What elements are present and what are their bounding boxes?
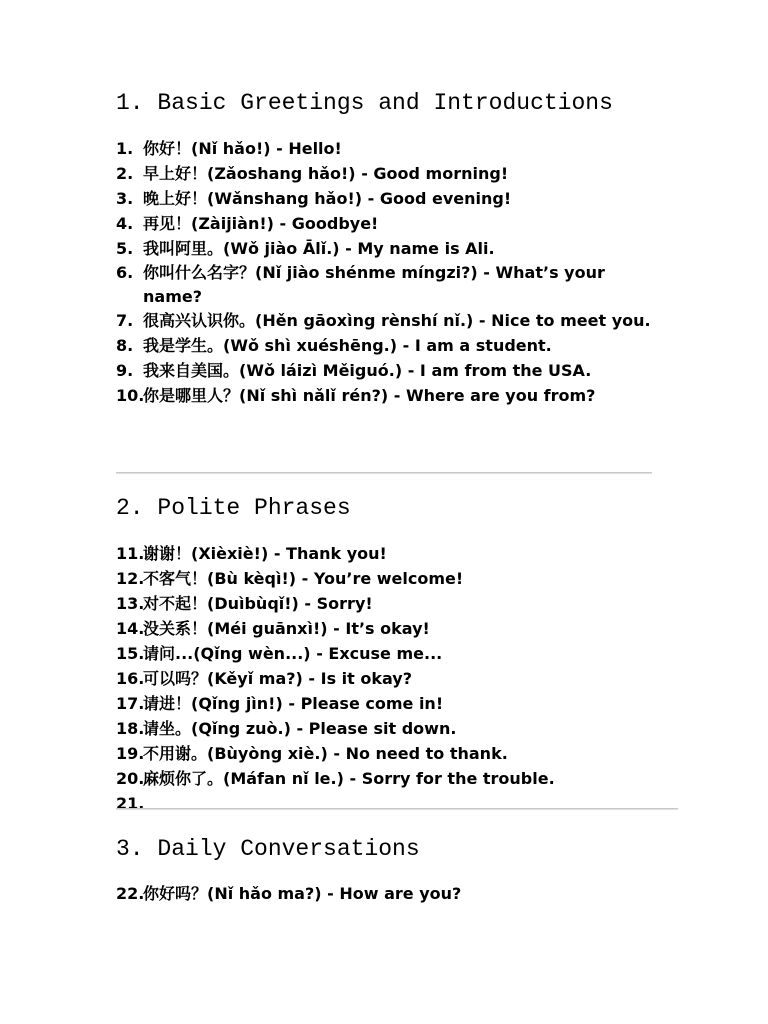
item-text: 你好！(Nǐ hǎo!) - Hello! xyxy=(143,139,342,158)
item-text: 你好吗？(Nǐ hǎo ma?) - How are you? xyxy=(143,884,462,903)
list-item xyxy=(116,741,656,766)
item-number: 8. xyxy=(116,336,134,355)
item-text: 请进！(Qǐng jìn!) - Please come in! xyxy=(143,694,444,713)
list-item xyxy=(116,161,656,186)
item-number: 14. xyxy=(116,619,145,638)
item-text: 对不起！(Duìbùqǐ!) - Sorry! xyxy=(143,594,373,613)
list-item xyxy=(116,541,656,566)
list-item xyxy=(116,358,656,383)
list-item xyxy=(116,766,656,791)
item-number: 9. xyxy=(116,361,134,380)
list-item xyxy=(116,616,656,641)
item-number: 1. xyxy=(116,139,134,158)
list-item xyxy=(116,591,656,616)
list-item xyxy=(116,186,656,211)
section-divider xyxy=(116,808,678,810)
item-number: 20. xyxy=(116,769,145,788)
list-item xyxy=(116,136,656,161)
item-number: 10. xyxy=(116,386,145,405)
phrase-list xyxy=(116,881,656,906)
list-item xyxy=(116,691,656,716)
item-number: 4. xyxy=(116,214,134,233)
item-number: 15. xyxy=(116,644,145,663)
item-number: 17. xyxy=(116,694,145,713)
item-number: 13. xyxy=(116,594,145,613)
list-item xyxy=(116,641,656,666)
section-heading: 2. Polite Phrases xyxy=(116,495,351,521)
item-text: 你叫什么名字？(Nǐ jiào shénme míngzi?) - What’s your name? xyxy=(143,263,605,306)
section-heading: 1. Basic Greetings and Introductions xyxy=(116,90,613,116)
item-number: 21. xyxy=(116,794,145,813)
item-number: 11. xyxy=(116,544,145,563)
section-divider xyxy=(116,472,652,474)
item-text: 不用谢。(Bùyòng xiè.) - No need to thank. xyxy=(143,744,508,763)
item-text: 麻烦你了。(Máfan nǐ le.) - Sorry for the trouble. xyxy=(143,769,555,788)
list-item xyxy=(116,666,656,691)
item-number: 22. xyxy=(116,884,145,903)
item-text: 不客气！(Bù kèqì!) - You’re welcome! xyxy=(143,569,464,588)
phrase-list xyxy=(116,136,656,408)
item-number: 2. xyxy=(116,164,134,183)
item-text: 晚上好！(Wǎnshang hǎo!) - Good evening! xyxy=(143,189,512,208)
list-item xyxy=(116,309,656,333)
item-text: 可以吗？(Kěyǐ ma?) - Is it okay? xyxy=(143,669,413,688)
item-number: 18. xyxy=(116,719,145,738)
list-item xyxy=(116,566,656,591)
list-item xyxy=(116,791,656,816)
list-item xyxy=(116,211,656,236)
item-number: 19. xyxy=(116,744,145,763)
item-text: 早上好！(Zǎoshang hǎo!) - Good morning! xyxy=(143,164,509,183)
list-item xyxy=(116,261,656,309)
item-text: 我是学生。(Wǒ shì xuéshēng.) - I am a student. xyxy=(143,336,552,355)
item-number: 12. xyxy=(116,569,145,588)
item-text: 再见！(Zàijiàn!) - Goodbye! xyxy=(143,214,379,233)
section-heading: 3. Daily Conversations xyxy=(116,836,420,862)
item-text: 很高兴认识你。(Hěn gāoxìng rènshí nǐ.) - Nice to meet you. xyxy=(143,311,651,330)
item-text: 你是哪里人？(Nǐ shì nǎlǐ rén?) - Where are you from? xyxy=(143,386,596,405)
list-item xyxy=(116,716,656,741)
phrase-list xyxy=(116,541,656,816)
item-text: 谢谢！(Xièxiè!) - Thank you! xyxy=(143,544,387,563)
item-text: 没关系！(Méi guānxì!) - It’s okay! xyxy=(143,619,430,638)
item-text: 我叫阿里。(Wǒ jiào Ālǐ.) - My name is Ali. xyxy=(143,239,495,258)
item-text: 我来自美国。(Wǒ láizì Měiguó.) - I am from the USA. xyxy=(143,361,592,380)
list-item xyxy=(116,333,656,358)
list-item xyxy=(116,383,656,408)
item-number: 5. xyxy=(116,239,134,258)
item-number: 16. xyxy=(116,669,145,688)
list-item xyxy=(116,881,656,906)
item-text: 请坐。(Qǐng zuò.) - Please sit down. xyxy=(143,719,457,738)
list-item xyxy=(116,236,656,261)
item-number: 3. xyxy=(116,189,134,208)
item-number: 6. xyxy=(116,263,134,282)
item-text: 请问...(Qǐng wèn...) - Excuse me... xyxy=(143,644,443,663)
item-number: 7. xyxy=(116,311,134,330)
